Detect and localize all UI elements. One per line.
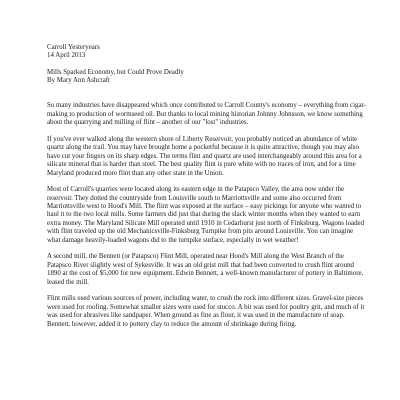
paragraph-2: If you've ever walked along the western shore of Liberty Reservoir, you probably noticed an abundance of white quartz along the trail. You may have brought home a pocketful because it is quite attractive, though you may also have cut your fingers on its sharp edges. The terms flint and quartz are used interchangeably around this area for a silicate mineral that is harder than steel. The best quality flint is pure white with no traces of iron, and for a time Maryland produced more flint than any other state in the Union. (47, 135, 362, 177)
document-page (47, 44, 367, 329)
paragraph-4: A second mill, the Bennett (or Patapsco) Flint Mill, operated near Hood's Mill along the West Branch of the Patapsco River slightly west of Sykesville. It was an old grist mill that had been converted to crush flint around 1890 at the cost of $5,000 for new equipment. Edwin Bennett, a well-known manufacturer of pottery in Baltimore, leased the mill. (47, 253, 364, 286)
publication-date: 14 April 2013 (47, 52, 86, 60)
paragraph-5: Flint mills used various sources of power, including water, to crush the rock into different sizes. Gravel-size pieces were used for roofing. Somewhat smaller sizes were used for stucco. A bit was used for poultry grit, and much of it was used for abrasives like sandpaper. When ground as fine as flour, it was used in the manufacture of soap. Bennett, however, added it to pottery clay to reduce the amount of shrinkage during firing. (47, 295, 365, 328)
title-block (47, 69, 367, 86)
paragraph-1: So many industries have disappeared which once contributed to Carroll County's economy – everything from cigar-making to production of wormseed oil. But thanks to local mining historian Johnny Johnsson, we know something about the quarrying and milling of flint – another of our "lost" industries. (47, 102, 366, 127)
paragraph-3: Most of Carroll's quarries were located along its eastern edge in the Patapsco Valley, the area now under the reservoir. They dotted the countryside from Louisville south to Marriottsville and some also occurred from Marriottsville west to Hood's Mill. The flint was exposed at the surface – easy pickings for anyone who wanted to haul it to the two local mills. Some farmers did just that during the slack winter months when they wanted to earn extra money. The Maryland Silicate Mill operated until 1910 in Cedarhurst just north of Finksburg. Wagons loaded with flint traveled up the old Mechanicsville-Finksburg Turnpike from pits around Louisville. You can imagine what damage heavily-loaded wagons did to the turnpike surface, especially in wet weather! (47, 186, 365, 244)
publication-name: Carroll Yesteryears (47, 44, 100, 51)
article-byline: By Mary Ann Ashcraft (47, 77, 110, 85)
article-title: Mills Sparked Economy, but Could Prove Deadly (47, 69, 184, 76)
